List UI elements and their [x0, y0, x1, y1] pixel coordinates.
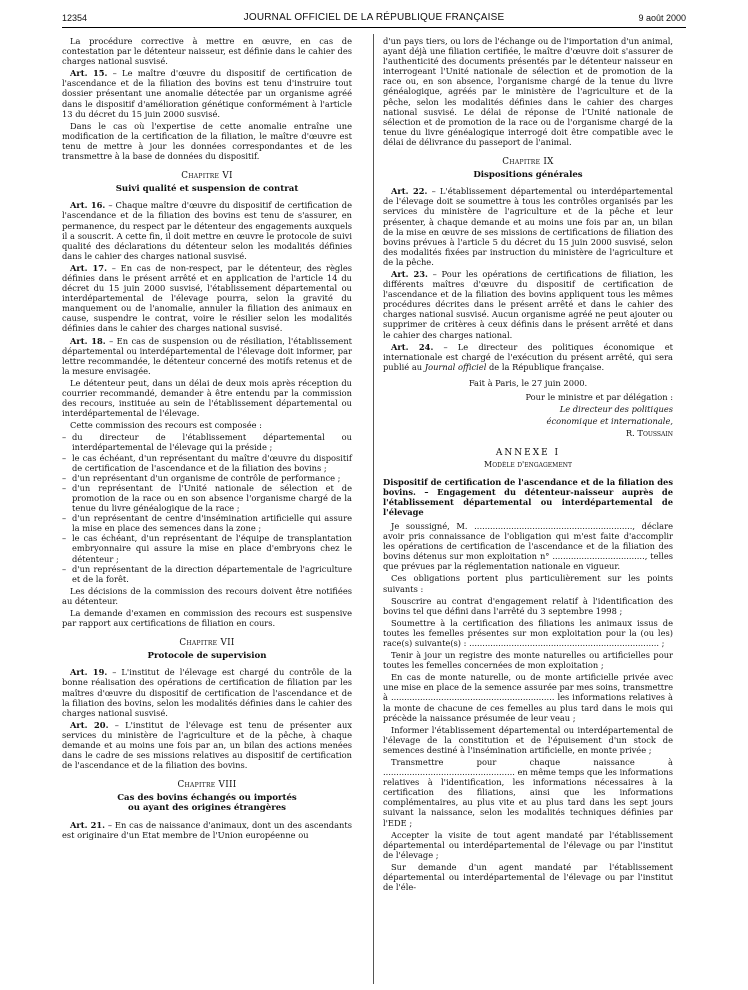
annex-subtitle: Modèle d'engagement	[484, 460, 572, 470]
list-item: – d'un représentant d'un organisme de contrôle de performance ;	[62, 473, 352, 483]
article-label: Art. 18.	[70, 335, 106, 346]
chapter-heading: Chapitre VII	[179, 638, 235, 649]
signatory: R. Toussain	[625, 428, 673, 439]
article-22	[383, 186, 673, 267]
left-column	[62, 36, 352, 842]
paragraph: Le détenteur peut, dans un délai de deux mois après réception du courrier recommandé, demander à être entendu par la commission des recours, instituée au sein de l'établissement départemental ou interdépartemental de l'élevage.	[62, 377, 352, 419]
article-18	[62, 336, 352, 376]
article-21	[62, 820, 352, 840]
article-text: – L'établissement départemental ou interdépartemental de l'élevage doit se soumettre à tous les contrôles organisés par les services du ministère de l'agriculture et de la pêche et leur présenter, à chaque demande et au moins une fois par an, un bilan de la mise en œuvre de ses missions de certifications de filiation des bovins prévues à l'article 5 du décret du 15 juin 2000 susvisé, selon des modalités fixées par instruction du ministère de l'agriculture et de la pêche.	[383, 186, 673, 267]
header-rule	[62, 27, 686, 28]
article-text: – Chaque maître d'œuvre du dispositif de certification de l'ascendance et de la filiation des bovins est tenu de s'assurer, en permanence, du respect par le détenteur des engagements auxquels il a souscrit. A cette fin, il doit mettre en œuvre le protocole de suivi qualité des déclarations du détenteur selon les modalités définies dans le cahier des charges national susvisé.	[62, 200, 352, 261]
chapter-title: Protocole de supervision	[147, 651, 267, 662]
chapter-heading: Chapitre VI	[181, 171, 233, 182]
article-text: – Pour les opérations de certifications de filiation, les différents maîtres d'œuvre du dispositif de certification de l'ascendance et de la filiation des bovins appliquent tous les mêmes procédures décrites dans le présent arrêté et dans le cahier des charges national susvisé. Aucun organisme agréé ne peut ajouter ou supprimer de critères à ceux définis dans le présent arrêté et dans le cahier des charges national.	[383, 268, 673, 340]
article-17	[62, 263, 352, 334]
article-15	[62, 68, 352, 118]
paragraph: Soumettre à la certification des filiations les animaux issus de toutes les femelles présentes sur mon exploitation pour la (ou les) race(s) suivante(s) : ........................................................................ ;	[383, 617, 673, 648]
paragraph: Dans le cas où l'expertise de cette anomalie entraîne une modification de la certification de la filiation, le maître d'œuvre est tenu de mettre à jour les données correspondantes et de les transmettre à la base de données du dispositif.	[62, 120, 352, 162]
paragraph: Je soussigné, M. ............................................................, déclare avoir pris connaissance de l'obligation qui m'est faite d'accomplir les opérations de certification de l'ascendance et de la filiation des bovins détenus sur mon exploitation n° ..................................., telles que prévues par la réglementation nationale en vigueur.	[383, 520, 673, 572]
page-header	[62, 10, 686, 26]
paragraph: d'un pays tiers, ou lors de l'échange ou de l'importation d'un animal, ayant déjà une filiation certifiée, le maître d'œuvre doit s'assurer de l'authenticité des documents présentés par le détenteur naisseur en interrogeant l'Unité nationale de sélection et de promotion de la race ou, en son absence, l'organisme chargé de la tenue du livre généalogique, agréés par le ministère de l'agriculture et de la pêche, selon les modalités définies dans le cahier des charges national susvisé. Le délai de réponse de l'Unité nationale de sélection et de promotion de la race ou de l'organisme chargé de la tenue du livre généalogique interrogé doit être compatible avec le délai de délivrance du passeport de l'animal.	[383, 36, 673, 147]
article-label: Art. 20.	[70, 719, 109, 730]
list-item: – le cas échéant, d'un représentant du maître d'œuvre du dispositif de certification de l'ascendance et de la filiation des bovins ;	[62, 453, 352, 473]
list-item: – du directeur de l'établissement départemental ou interdépartemental de l'élevage qui la préside ;	[62, 432, 352, 452]
chapter-title-line: Cas des bovins échangés ou importés	[117, 793, 297, 804]
article-text: – L'institut de l'élevage est tenu de présenter aux services du ministère de l'agriculture et de la pêche, à chaque demande et au moins une fois par an, un bilan des actions menées dans le cadre de ses missions relatives au dispositif de certification de l'ascendance et de la filiation des bovins.	[62, 719, 352, 771]
chapter-heading: Chapitre IX	[502, 157, 554, 168]
article-text: – L'institut de l'élevage est chargé du contrôle de la bonne réalisation des opérations de certification de filiation par les maîtres d'œuvre du dispositif de certification de l'ascendance et de la filiation des bovins, selon les modalités définies dans le cahier des charges national susvisé.	[62, 667, 352, 718]
journal-name: Journal officiel	[424, 361, 487, 372]
chapter-title: Suivi qualité et suspension de contrat	[115, 184, 299, 195]
article-23	[383, 269, 673, 340]
annex-title: Dispositif de certification de l'ascendance et de la filiation des bovins. – Engagement du détenteur-naisseur auprès de l'établissement départemental ou interdépartemental de l'élevage	[383, 476, 673, 517]
issue-date: 9 août 2000	[638, 13, 686, 23]
list-item: – d'un représentant de la direction départementale de l'agriculture et de la forêt.	[62, 564, 352, 584]
article-19	[62, 667, 352, 717]
article-text: de la République française.	[486, 361, 605, 372]
signatory-name	[383, 428, 673, 438]
list-item: – d'un représentant de l'Unité nationale de sélection et de promotion de la race ou en son absence l'organisme chargé de la tenue du livre généalogique de la race ;	[62, 483, 352, 513]
paragraph: Les décisions de la commission des recours doivent être notifiées au détenteur.	[62, 585, 352, 606]
list-item: – le cas échéant, d'un représentant de l'équipe de transplantation embryonnaire qui assure la mise en place d'embryons chez le détenteur ;	[62, 533, 352, 563]
signature-line: économique et internationale,	[546, 416, 673, 427]
signature-line: Le directeur des politiques	[559, 404, 673, 415]
article-24	[383, 342, 673, 372]
annex-heading: ANNEXE I	[495, 448, 561, 459]
paragraph: La procédure corrective à mettre en œuvre, en cas de contestation par le détenteur naisseur, est définie dans le cahier des charges national susvisé.	[62, 36, 352, 67]
article-label: Art. 24.	[391, 341, 434, 352]
article-label: Art. 17.	[70, 262, 107, 273]
article-text: – En cas de non-respect, par le détenteur, des règles définies dans le présent arrêté et en application de l'article 14 du décret du 15 juin 2000 susvisé, l'établissement départemental ou interdépartemental de l'élevage pourra, selon la gravité du manquement ou de l'anomalie, annuler la filiation des animaux en cause, suspendre le contrat, voire le résilier selon les modalités définies dans le cahier des charges national susvisé.	[62, 262, 352, 334]
article-text: – Le maître d'œuvre du dispositif de certification de l'ascendance et de la filiation des bovins est tenu d'instruire tout dossier présentant une anomalie détectée par un organisme agréé dans le dispositif d'amélioration génétique conformément à l'article 13 du décret du 15 juin 2000 susvisé.	[62, 68, 352, 119]
article-text: – En cas de naissance d'animaux, dont un des ascendants est originaire d'un Etat membre de l'Union européenne ou	[62, 819, 352, 840]
article-label: Art. 19.	[70, 667, 108, 678]
article-label: Art. 21.	[70, 819, 106, 830]
right-column	[383, 36, 673, 894]
article-text: – Le directeur des politiques économique et internationale est chargé de l'exécution du présent arrêté, qui sera publié au	[383, 341, 673, 372]
chapter-title: Dispositions générales	[473, 170, 583, 181]
paragraph: La demande d'examen en commission des recours est suspensive par rapport aux certifications de filiation en cours.	[62, 607, 352, 629]
chapter-title	[62, 793, 352, 813]
article-label: Art. 16.	[70, 200, 106, 211]
list-item: – d'un représentant de centre d'insémination artificielle qui assure la mise en place des semences dans la zone ;	[62, 513, 352, 533]
signature-line: Pour le ministre et par délégation :	[525, 392, 673, 402]
paragraph: En cas de monte naturelle, ou de monte artificielle privée avec une mise en place de la semence assurée par mes soins, transmettre à .............................................................. les informations relatives à la monte de chacune de ces femelles au plus tard dans le mois qui précède la naissance présumée de leur veau ;	[383, 672, 673, 723]
article-20	[62, 720, 352, 770]
column-separator	[373, 34, 374, 984]
page-number: 12354	[62, 13, 88, 23]
signature-date: Fait à Paris, le 27 juin 2000.	[468, 377, 588, 388]
paragraph: Transmettre pour chaque naissance à .................................................. en même temps que les informations relatives à l'identification, les informations nécessaires à la certification des filiations, ainsi que les informations complémentaires, au plus vite et au plus tard dans les sept jours suivant la naissance, selon les modalités techniques définies par l'EDE ;	[383, 757, 673, 828]
paragraph: Accepter la visite de tout agent mandaté par l'établissement départemental ou interdépartemental de l'élevage ou par l'institut de l'élevage ;	[383, 829, 673, 860]
commission-list	[62, 432, 352, 583]
paragraph: Informer l'établissement départemental ou interdépartemental de l'élevage de la constitution et de l'épuisement d'un stock de semences destiné à l'insémination artificielle, en monte privée ;	[383, 724, 673, 755]
paragraph: Sur demande d'un agent mandaté par l'établissement départemental ou interdépartemental de l'élevage ou par l'institut de l'éle-	[383, 861, 673, 893]
paragraph: Tenir à jour un registre des monte naturelles ou artificielles pour toutes les femelles concernées de mon exploitation ;	[383, 650, 673, 671]
paragraph: Ces obligations portent plus particulièrement sur les points suivants :	[383, 573, 673, 594]
chapter-heading: Chapitre VIII	[177, 780, 237, 791]
article-label: Art. 15.	[70, 68, 108, 79]
paragraph: Cette commission des recours est composée :	[70, 420, 262, 431]
article-label: Art. 23.	[391, 268, 428, 279]
article-label: Art. 22.	[391, 186, 428, 197]
chapter-title-line: ou ayant des origines étrangères	[127, 803, 287, 814]
journal-title: JOURNAL OFFICIEL DE LA RÉPUBLIQUE FRANÇAISE	[243, 12, 505, 23]
article-text: – En cas de suspension ou de résiliation, l'établissement départemental ou interdépartemental de l'élevage doit informer, par lettre recommandée, le détenteur concerné des motifs retenus et de la mesure envisagée.	[62, 335, 352, 376]
article-16	[62, 200, 352, 261]
paragraph: Souscrire au contrat d'engagement relatif à l'identification des bovins tel que défini dans l'arrêté du 3 septembre 1998 ;	[383, 595, 673, 616]
